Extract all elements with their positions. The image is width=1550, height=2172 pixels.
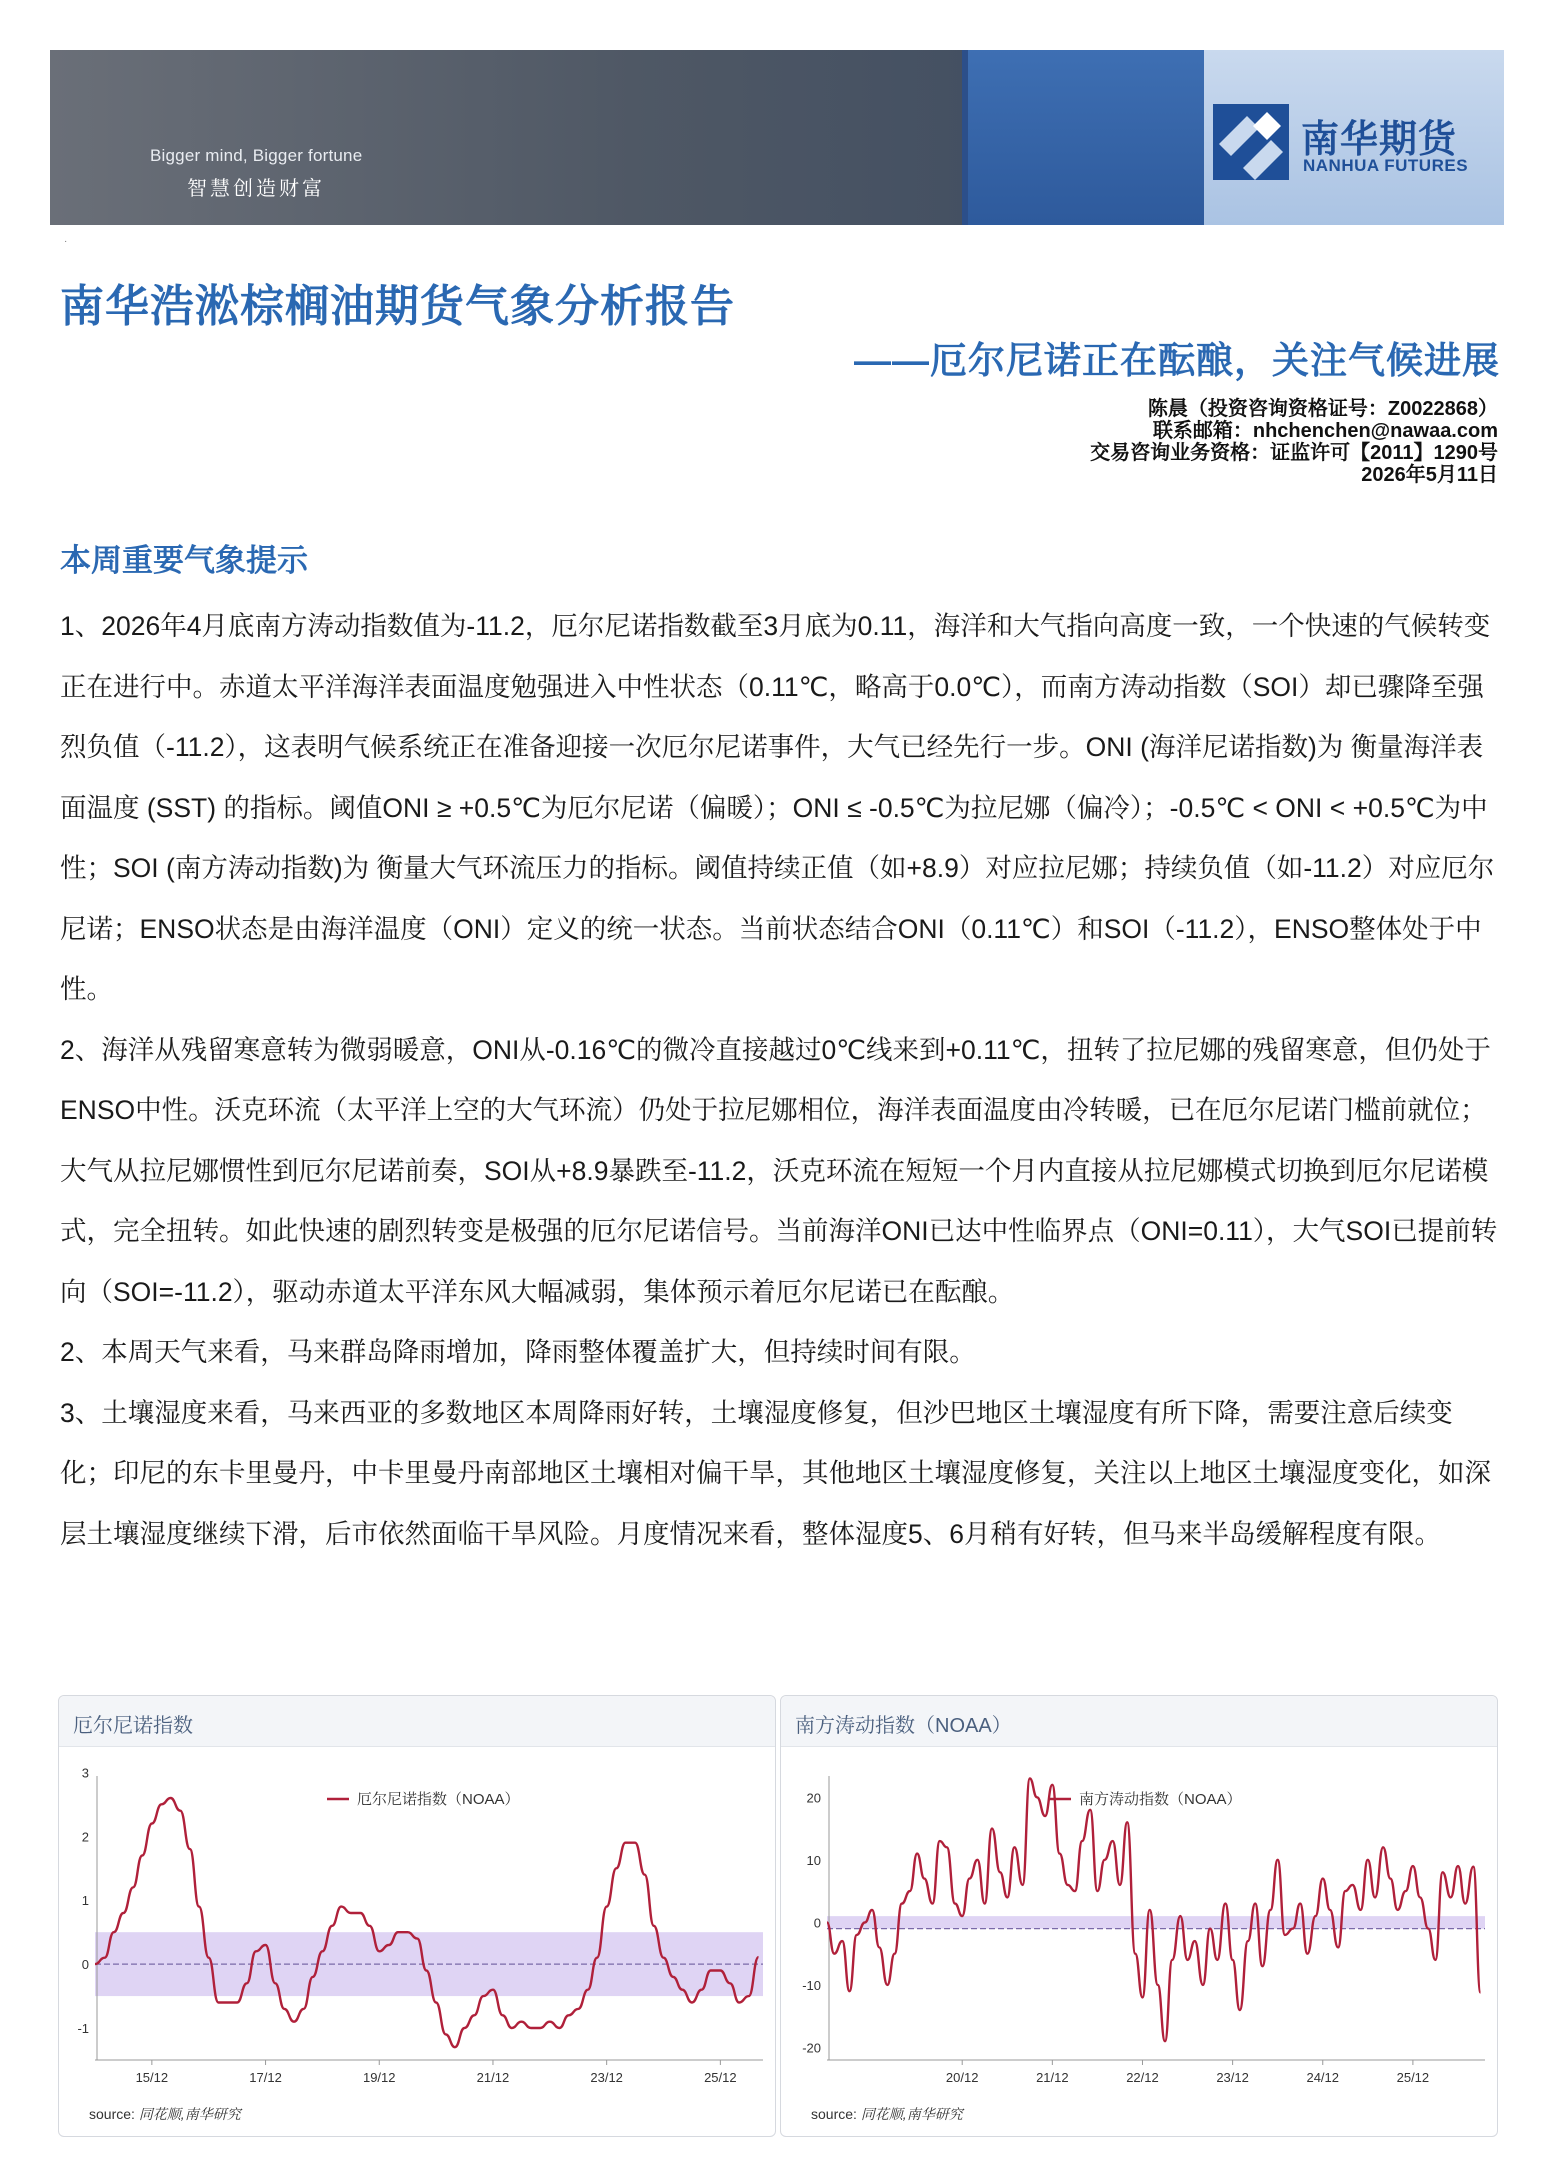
author-block <box>1090 398 1498 486</box>
x-tick-label: 17/12 <box>249 2070 282 2085</box>
y-tick-label: -1 <box>77 2021 89 2037</box>
source-value: 同花顺,南华研究 <box>138 2106 241 2122</box>
x-tick-label: 21/12 <box>476 2070 510 2085</box>
series-line <box>95 1798 759 2047</box>
y-tick-label: 0 <box>813 1915 821 1931</box>
y-tick-label: 10 <box>806 1852 821 1868</box>
report-date: 2026年5月11日 <box>1361 464 1498 486</box>
oni-chart <box>59 1748 775 2098</box>
x-tick-label: 24/12 <box>1306 2070 1340 2085</box>
slogan-english: Bigger mind, Bigger fortune <box>150 146 363 165</box>
soi-chart <box>781 1748 1497 2098</box>
x-tick-label: 19/12 <box>362 2070 396 2085</box>
panel-title: 厄尔尼诺指数 <box>73 1715 193 1737</box>
paragraph: 3、土壤湿度来看，马来西亚的多数地区本周降雨好转，土壤湿度修复，但沙巴地区土壤湿度有所下降，需要注意后续变化；印尼的东卡里曼丹，中卡里曼丹南部地区土壤相对偏干旱，其他地区土壤湿度修复，关注以上地区土壤湿度变化，如深层土壤湿度继续下滑，后市依然面临干旱风险。月度情况来看，整体湿度5、6月稍有好转，但马来半岛缓解程度有限。 <box>60 1397 1491 1549</box>
y-tick-label: 1 <box>81 1893 89 1909</box>
paragraph: 1、2026年4月底南方涛动指数值为-11.2，厄尔尼诺指数截至3月底为0.11，海洋和大气指向高度一致，一个快速的气候转变正在进行中。赤道太平洋海洋表面温度勉强进入中性状态（0.11℃，略高于0.0℃），而南方涛动指数（SOI）却已骤降至强烈负值（-11.2），这表明气候系统正在准备迎接一次厄尔尼诺事件，大气已经先行一步。ONI (海洋尼诺指数)为 衡量海洋表面温度 (SST) 的指标。阈值ONI ≥ +0.5℃为厄尔尼诺（偏暖）；ONI ≤ -0.5℃为拉尼娜（偏冷）；-0.5℃ < ONI < +0.5℃为中性；SOI (南方涛动指数)为 衡量大气环流压力的指标。阈值持续正值（如+8.9）对应拉尼娜；持续负值（如-11.2）对应厄尔尼诺；ENSO状态是由海洋温度（ONI）定义的统一状态。当前状态结合ONI（0.11℃）和SOI（-11.2），ENSO整体处于中性。 <box>60 611 1495 1004</box>
panel-title: 南方涛动指数（NOAA） <box>795 1715 1012 1737</box>
chart-legend <box>327 1791 520 1808</box>
y-tick-label: -20 <box>802 2040 821 2056</box>
x-tick-label: 20/12 <box>945 2070 979 2085</box>
section-heading: 本周重要气象提示 <box>60 543 308 578</box>
y-tick-label: -10 <box>802 1977 821 1993</box>
x-tick-label: 21/12 <box>1036 2070 1069 2085</box>
source-value: 同花顺,南华研究 <box>860 2106 963 2122</box>
source-label: source: <box>811 2106 857 2122</box>
chart-source <box>89 2104 241 2124</box>
x-tick-label: 15/12 <box>135 2070 169 2085</box>
panel-header <box>59 1696 775 1747</box>
x-tick-label: 23/12 <box>1216 2070 1249 2085</box>
paragraph: 2、海洋从残留寒意转为微弱暖意，ONI从-0.16℃的微冷直接越过0℃线来到+0.11℃，扭转了拉尼娜的残留寒意，但仍处于ENSO中性。沃克环流（太平洋上空的大气环流）仍处于拉尼娜相位，海洋表面温度由冷转暖，已在厄尔尼诺门槛前就位；大气从拉尼娜惯性到厄尔尼诺前奏，SOI从+8.9暴跌至-11.2，沃克环流在短短一个月内直接从拉尼娜模式切换到厄尔尼诺模式，完全扭转。如此快速的剧烈转变是极强的厄尔尼诺信号。当前海洋ONI已达中性临界点（ONI=0.11），大气SOI已提前转向（SOI=-11.2），驱动赤道太平洋东风大幅减弱，集体预示着厄尔尼诺已在酝酿。 <box>60 1034 1498 1307</box>
author-line: 陈晨（投资咨询资格证号：Z0022868） <box>1147 398 1498 420</box>
source-label: source: <box>89 2106 135 2122</box>
report-body <box>60 596 1500 1564</box>
report-title: 南华浩淞棕榈油期货气象分析报告 <box>60 282 735 331</box>
chart-source <box>811 2104 963 2124</box>
panel-header <box>781 1696 1497 1747</box>
x-tick-label: 22/12 <box>1126 2070 1159 2085</box>
logo-text-english: NANHUA FUTURES <box>1303 156 1469 175</box>
slogan-chinese: 智慧创造财富 <box>187 178 325 200</box>
report-subtitle: ——厄尔尼诺正在酝酿，关注气候进展 <box>854 340 1500 381</box>
legend-label: 厄尔尼诺指数（NOAA） <box>357 1791 520 1808</box>
company-logo <box>1213 104 1503 184</box>
x-tick-label: 23/12 <box>590 2070 623 2085</box>
decorative-dot: · <box>64 236 68 247</box>
header-banner <box>50 50 1504 225</box>
logo-mark-icon <box>1213 104 1289 180</box>
y-tick-label: 3 <box>81 1765 89 1781</box>
paragraph: 2、本周天气来看，马来群岛降雨增加，降雨整体覆盖扩大，但持续时间有限。 <box>60 1337 976 1367</box>
neutral-band <box>827 1916 1485 1929</box>
series-line <box>827 1779 1481 2042</box>
x-tick-label: 25/12 <box>1396 2070 1430 2085</box>
y-tick-label: 2 <box>81 1829 89 1845</box>
chart-panel-soi <box>780 1695 1498 2137</box>
x-tick-label: 25/12 <box>704 2070 737 2085</box>
chart-legend <box>1049 1790 1242 1808</box>
y-tick-label: 20 <box>806 1790 821 1806</box>
email-line: 联系邮箱：nhchenchen@nawaa.com <box>1152 420 1498 442</box>
license-line: 交易咨询业务资格：证监许可【2011】1290号 <box>1090 442 1498 464</box>
chart-panel-oni <box>58 1695 776 2137</box>
legend-label: 南方涛动指数（NOAA） <box>1079 1791 1242 1808</box>
banner-stripe-blue <box>968 50 1204 225</box>
y-tick-label: 0 <box>81 1957 89 1973</box>
logo-text-chinese: 南华期货 <box>1301 119 1458 161</box>
